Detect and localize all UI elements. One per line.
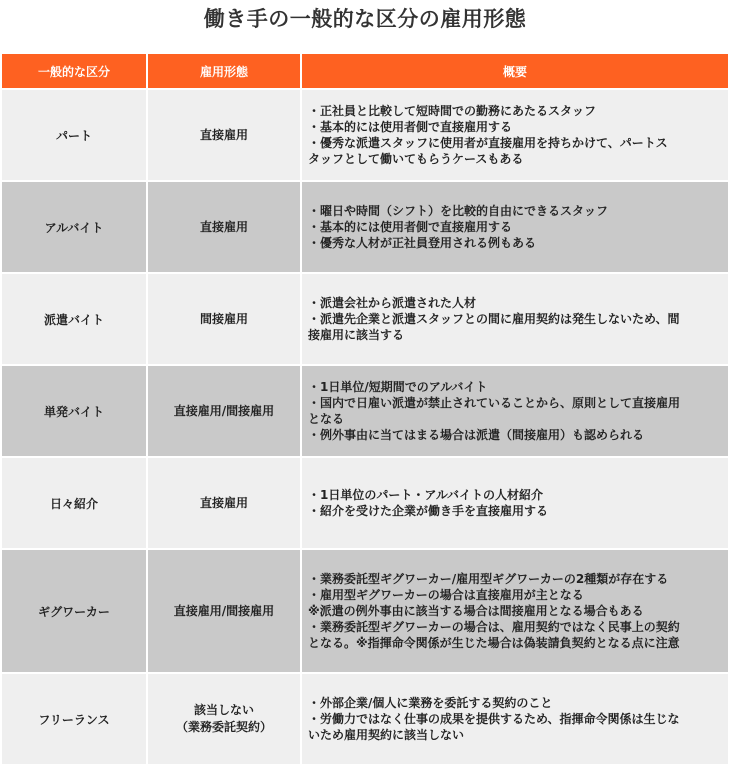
employment-type-table [2,54,728,766]
page-title: 働き手の一般的な区分の雇用形態 [203,7,527,31]
summary-line: ・正社員と比較して短時間での勤務にあたるスタッフ [308,104,597,118]
summary-line: ・基本的には使用者側で直接雇用する [308,220,513,234]
header-category: 一般的な区分 [2,54,148,90]
table-row [2,550,728,674]
employment-text: 直接雇用 [199,495,248,510]
table-row [2,458,728,550]
summary-line: ・例外事由に当てはまる場合は派遣（間接雇用）も認められる [308,428,645,442]
category-cell: 日々紹介 [2,458,148,550]
employment-text: 直接雇用/間接雇用 [173,603,275,618]
header-employment: 雇用形態 [148,54,302,90]
table-row [2,182,728,274]
summary-line: ・優秀な人材が正社員登用される例もある [308,236,537,250]
table-header-row [2,54,728,90]
employment-cell [148,458,302,550]
summary-line: ・業務委託型ギグワーカーの場合は、雇用契約ではなく民事上の契約 となる。※指揮命令関係が生じた場合は偽装請負契約となる点に注意 [308,620,680,650]
summary-line: ・外部企業/個人に業務を委託する契約のこと [308,696,553,710]
summary-cell [302,182,728,274]
employment-text: 該当しない [193,703,254,717]
employment-text: 直接雇用/間接雇用 [173,403,275,418]
summary-line: ・紹介を受けた企業が働き手を直接雇用する [308,504,549,518]
category-cell: フリーランス [2,674,148,766]
summary-cell [302,550,728,674]
header-summary: 概要 [302,54,728,90]
summary-line: ・基本的には使用者側で直接雇用する [308,120,513,134]
category-cell: ギグワーカー [2,550,148,674]
employment-text: （業務委託契約） [175,720,272,734]
table-row [2,674,728,766]
category-cell: パート [2,90,148,182]
employment-cell [148,366,302,458]
summary-line: ・派遣会社から派遣された人材 [308,296,477,310]
summary-line: ・国内で日雇い派遣が禁止されていることから、原則として直接雇用 となる [308,396,681,426]
table-row [2,366,728,458]
employment-cell [148,90,302,182]
employment-text: 間接雇用 [199,311,248,326]
summary-line: ・労働力ではなく仕事の成果を提供するため、指揮命令関係は生じな いため雇用契約に該当しない [308,712,680,742]
category-cell: 単発バイト [2,366,148,458]
summary-line: ・曜日や時間（シフト）を比較的自由にできるスタッフ [308,204,609,218]
employment-cell [148,182,302,274]
employment-cell [148,674,302,766]
summary-line: ・業務委託型ギグワーカー/雇用型ギグワーカーの2種類が存在する [308,572,669,586]
employment-cell [148,274,302,366]
summary-line: ※派遣の例外事由に該当する場合は間接雇用となる場合もある [308,604,644,618]
summary-line: ・優秀な派遣スタッフに使用者が直接雇用を持ちかけて、パートス タッフとして働いてもらうケースもある [308,136,668,166]
employment-text: 直接雇用 [199,127,248,142]
summary-line: ・雇用型ギグワーカーの場合は直接雇用が主となる [308,588,584,602]
summary-cell [302,90,728,182]
summary-line: ・1日単位のパート・アルバイトの人材紹介 [308,488,544,502]
summary-cell [302,674,728,766]
table-row [2,274,728,366]
summary-cell [302,274,728,366]
summary-line: ・派遣先企業と派遣スタッフとの間に雇用契約は発生しないため、間 接雇用に該当する [308,312,680,342]
table-row [2,90,728,182]
employment-cell [148,550,302,674]
summary-cell [302,458,728,550]
category-cell: 派遣バイト [2,274,148,366]
employment-text: 直接雇用 [199,219,248,234]
category-cell: アルバイト [2,182,148,274]
summary-line: ・1日単位/短期間でのアルバイト [308,380,488,394]
summary-cell [302,366,728,458]
